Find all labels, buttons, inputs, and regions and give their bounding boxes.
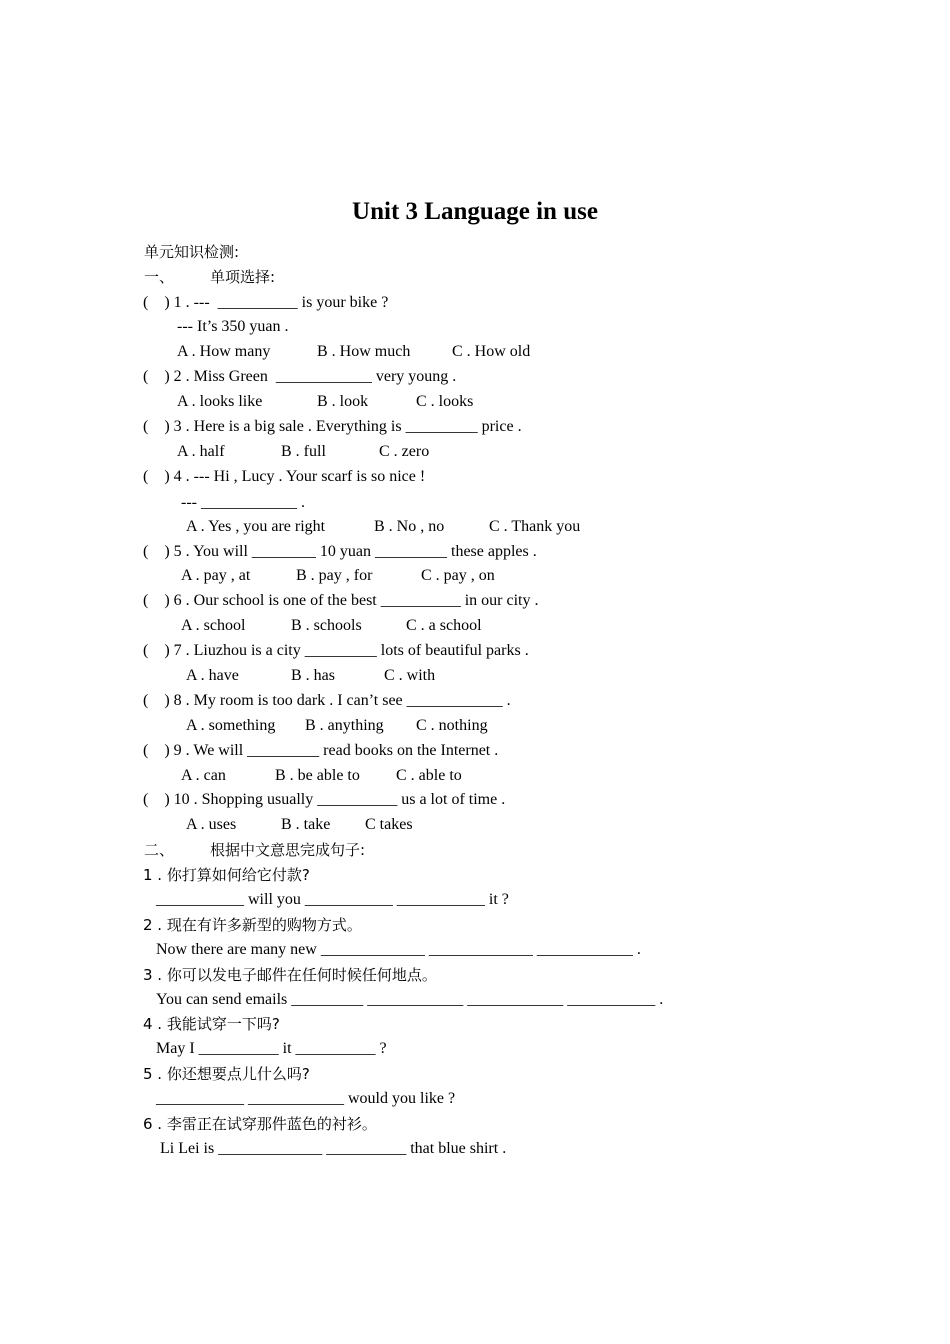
question-3-stem: ( ) 3 . Here is a big sale . Everything is _________ price . [143,418,522,435]
section2-number: 二、 [144,841,175,859]
translation-6-english: Li Lei is _____________ __________ that blue shirt . [160,1140,507,1157]
translation-1-chinese: 1 . 你打算如何给它付款? [143,866,310,884]
question-1-option-b: B . How much [317,343,411,360]
question-4-reply: --- ____________ . [181,494,305,511]
translation-3-english: You can send emails _________ ____________ ____________ ___________ . [156,991,664,1008]
question-6-option-c: C . a school [406,617,482,634]
question-1-option-c: C . How old [452,343,531,360]
question-4-option-c: C . Thank you [489,518,581,535]
question-10-option-b: B . take [281,816,331,833]
question-9-option-b: B . be able to [275,767,360,784]
question-9-option-c: C . able to [396,767,462,784]
translation-2-english: Now there are many new _____________ _____________ ____________ . [156,941,641,958]
question-8-stem: ( ) 8 . My room is too dark . I can’t see ____________ . [143,692,511,709]
question-10-option-c: C takes [365,816,413,833]
section2-title: 根据中文意思完成句子: [210,841,366,859]
question-5-option-c: C . pay , on [421,567,495,584]
question-3-option-c: C . zero [379,443,430,460]
translation-4-chinese: 4 . 我能试穿一下吗? [143,1015,280,1033]
question-10-option-a: A . uses [186,816,237,833]
question-1-option-a: A . How many [177,343,271,360]
question-1-reply: --- It’s 350 yuan . [177,318,289,335]
question-7-option-a: A . have [186,667,239,684]
question-4-stem: ( ) 4 . --- Hi , Lucy . Your scarf is so nice ! [143,468,426,485]
question-6-option-b: B . schools [291,617,362,634]
question-10-stem: ( ) 10 . Shopping usually __________ us a lot of time . [143,791,506,808]
question-8-option-b: B . anything [305,717,384,734]
question-6-stem: ( ) 6 . Our school is one of the best __________ in our city . [143,592,539,609]
question-5-stem: ( ) 5 . You will ________ 10 yuan _________ these apples . [143,543,537,560]
translation-6-chinese: 6 . 李雷正在试穿那件蓝色的衬衫。 [143,1115,377,1133]
question-9-option-a: A . can [181,767,226,784]
translation-3-chinese: 3 . 你可以发电子邮件在任何时候任何地点。 [143,966,437,984]
section1-title: 单项选择: [210,268,276,286]
translation-4-english: May I __________ it __________ ? [156,1040,387,1057]
question-4-option-b: B . No , no [374,518,445,535]
question-8-option-c: C . nothing [416,717,488,734]
question-2-option-b: B . look [317,393,369,410]
question-2-option-c: C . looks [416,393,474,410]
translation-5-english: ___________ ____________ would you like ? [156,1090,456,1107]
question-1-stem: ( ) 1 . --- __________ is your bike ? [143,294,389,311]
question-5-option-b: B . pay , for [296,567,373,584]
question-8-option-a: A . something [186,717,276,734]
question-7-stem: ( ) 7 . Liuzhou is a city _________ lots of beautiful parks . [143,642,529,659]
section1-number: 一、 [144,268,175,286]
translation-5-chinese: 5 . 你还想要点儿什么吗? [143,1065,310,1083]
question-3-option-a: A . half [177,443,225,460]
question-9-stem: ( ) 9 . We will _________ read books on the Internet . [143,742,499,759]
header-label: 单元知识检测: [144,243,240,261]
translation-1-english: ___________ will you ___________ ___________ it ? [156,891,509,908]
question-7-option-b: B . has [291,667,335,684]
question-4-option-a: A . Yes , you are right [186,518,326,535]
question-2-option-a: A . looks like [177,393,263,410]
page-title: Unit 3 Language in use [352,198,598,225]
question-5-option-a: A . pay , at [181,567,251,584]
question-6-option-a: A . school [181,617,246,634]
question-7-option-c: C . with [384,667,436,684]
question-2-stem: ( ) 2 . Miss Green ____________ very young . [143,368,457,385]
question-3-option-b: B . full [281,443,326,460]
translation-2-chinese: 2 . 现在有许多新型的购物方式。 [143,916,362,934]
